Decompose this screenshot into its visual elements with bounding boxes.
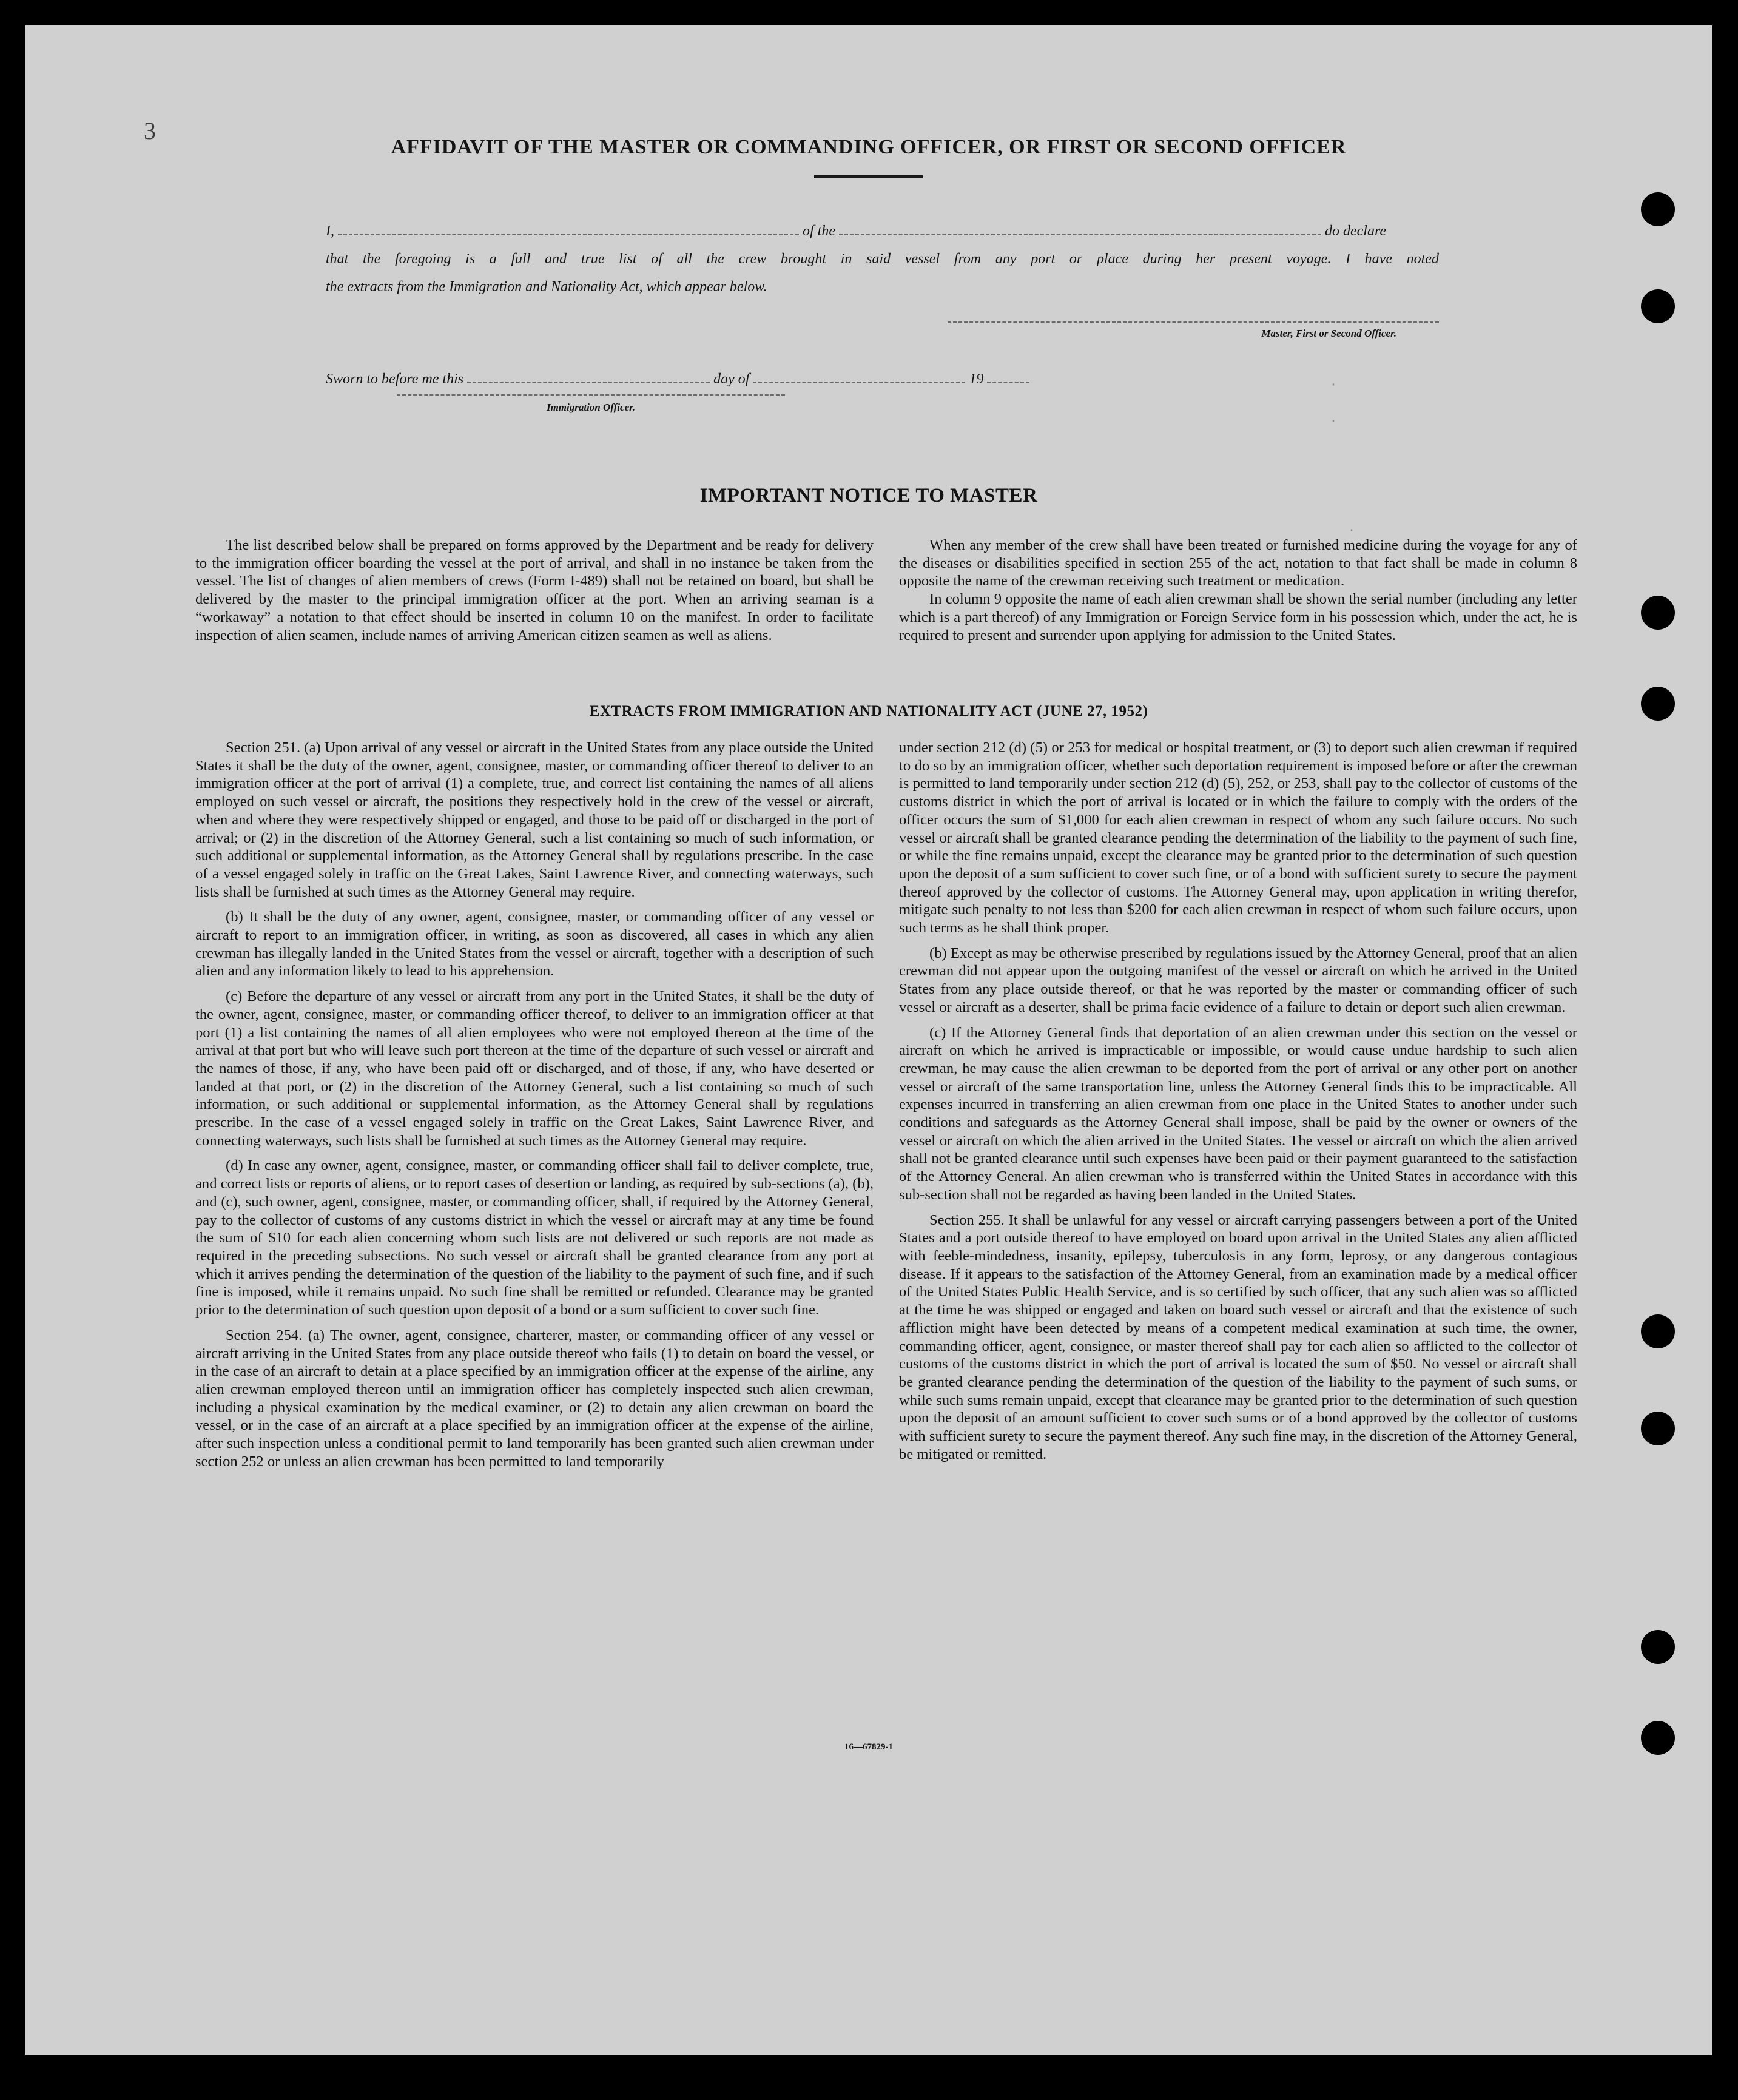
bleed-through-mark: · bbox=[1330, 414, 1338, 428]
section-254-a: Section 254. (a) The owner, agent, consignee, charterer, master, or commanding officer of any vessel or aircraft arriving in the United States from any place outside thereof who fails (1) to detain on board the vessel, or in the case of an aircraft to detain at a place specified by an immigration officer at the expense of the airline, any alien crewman employed thereon until an immigration officer has completely inspected such alien crewman, including a physical examination by the medical examiner, or (2) to detain any alien crewman on board the vessel, or in the case of an aircraft at a place specified by an immigration officer at the expense of the airline, after such inspection unless a conditional permit to land temporarily has been granted such alien crewman under section 252 or unless an alien crewman has been permitted to land temporarily bbox=[195, 1327, 874, 1470]
bleed-through-mark: · bbox=[1348, 523, 1356, 537]
declaration-line-2: that the foregoing is a full and true list of all the crew brought in said vessel from any port or place during her present voyage. I have noted bbox=[326, 251, 1439, 267]
name-blank[interactable] bbox=[338, 224, 799, 235]
extracts-left-column bbox=[195, 739, 874, 1478]
sworn-year-blank[interactable] bbox=[987, 372, 1029, 383]
punch-hole bbox=[1641, 1412, 1675, 1445]
section-251-c: (c) Before the departure of any vessel or aircraft from any port in the United States, it shall be the duty of the owner, agent, consignee, master, or commanding officer thereof, to deliver to an immigration officer at that port (1) a list containing the names of all alien employees who were not employed thereon at the time of the arrival at that port but who will leave such port thereon at the time of the departure of such vessel or aircraft and the names of those, if any, who have been paid off or discharged, and of those, if any, who have deserted or landed at that port, or (2) in the discretion of the Attorney General, such a list containing so much of such information, or such additional or supplemental information, as the Attorney General shall by regulations prescribe. In the case of a vessel engaged solely in traffic on the Great Lakes, Saint Lawrence River, and connecting waterways, such lists shall be furnished at such times as the Attorney General may require. bbox=[195, 988, 874, 1149]
section-255: Section 255. It shall be unlawful for any vessel or aircraft carrying passengers between a port of the United States and a port outside thereof to have employed on board upon arrival in the United States any alien afflicted with feeble-mindedness, insanity, epilepsy, tuberculosis in any form, leprosy, or any dangerous contagious disease. If it appears to the satisfaction of the Attorney General, from an examination made by a medical officer of the United States Public Health Service, and is so certified by such officer, that any such alien was so afflicted at the time he was shipped or engaged and taken on board such vessel or aircraft and that the existence of such affliction might have been detected by means of a competent medical examination at such time, the owner, commanding officer, agent, consignee, or master thereof shall pay for each alien so afflicted to the collector of customs of the customs district in which the port of arrival is located the sum of $50. No vessel or aircraft shall be granted clearance pending the determination of the question of the liability to the payment of such sums, or while such sums remain unpaid, except that clearance may be granted prior to the determination of such question upon the deposit of an amount sufficient to cover such sums or of a bond approved by the collector of customs with sufficient surety to secure the payment thereof. Any such fine may, in the discretion of the Attorney General, be mitigated or remitted. bbox=[899, 1211, 1577, 1462]
notice-paragraph: In column 9 opposite the name of each alien crewman shall be shown the serial number (including any letter which is a part thereof) of any Immigration or Foreign Service form in his possession which, under the act, he is required to present and surrender upon applying for admission to the United States. bbox=[899, 591, 1577, 644]
affidavit-title: AFFIDAVIT OF THE MASTER OR COMMANDING OFFICER, OR FIRST OR SECOND OFFICER bbox=[391, 136, 1347, 158]
sworn-month-blank[interactable] bbox=[753, 372, 965, 383]
notice-right-column bbox=[899, 536, 1577, 651]
extracts-heading: EXTRACTS FROM IMMIGRATION AND NATIONALITY ACT (JUNE 27, 1952) bbox=[589, 703, 1148, 719]
punch-hole bbox=[1641, 596, 1675, 630]
bleed-through-mark: · bbox=[1330, 377, 1338, 392]
extracts-right-column bbox=[899, 739, 1577, 1470]
punch-hole bbox=[1641, 289, 1675, 323]
declaration-line-3: the extracts from the Immigration and Nationality Act, which appear below. bbox=[326, 279, 767, 295]
declaration-line-1 bbox=[326, 217, 1439, 245]
notice-paragraph: The list described below shall be prepared on forms approved by the Department and be ready for delivery to the immigration officer boarding the vessel at the port of arrival, and shall in no instance be taken from the vessel. The list of changes of alien members of crews (Form I-489) shall not be retained on board, but shall be delivered by the master to the principal immigration officer at the port. When an arriving seaman is a “workaway” a notation to that effect should be inserted in column 10 on the manifest. In order to facilitate inspection of alien seamen, include names of arriving American citizen seamen as well as aliens. bbox=[195, 537, 874, 644]
notice-heading: IMPORTANT NOTICE TO MASTER bbox=[699, 485, 1038, 506]
section-251-b: (b) It shall be the duty of any owner, agent, consignee, master, or commanding officer of any vessel or aircraft to report to an immigration officer, in writing, as soon as discovered, all cases in which any alien crewman has illegally landed in the United States from the vessel or aircraft, together with a description of such alien and any information likely to lead to his apprehension. bbox=[195, 909, 874, 980]
notice-left-column bbox=[195, 536, 874, 651]
title-rule bbox=[814, 175, 923, 178]
sworn-prefix: Sworn to before me this bbox=[326, 371, 464, 387]
section-254-b: (b) Except as may be otherwise prescribed by regulations issued by the Attorney General, proof that an alien crewman did not appear upon the outgoing manifest of the vessel or aircraft on which he arrived in the United States from any place outside thereof, or that he was reported by the master or commanding officer of such vessel or aircraft as a deserter, shall be prima facie evidence of a failure to detain or deport such alien crewman. bbox=[899, 944, 1577, 1015]
margin-mark: 3 bbox=[144, 117, 156, 144]
punch-hole bbox=[1641, 1630, 1675, 1664]
sworn-day-of: day of bbox=[713, 371, 750, 387]
document-page bbox=[25, 25, 1712, 2055]
master-signature-line[interactable] bbox=[948, 321, 1439, 323]
punch-hole bbox=[1641, 192, 1675, 226]
form-number: 16—67829-1 bbox=[844, 1742, 893, 1752]
declaration-i: I, bbox=[326, 223, 334, 239]
declaration-do-declare: do declare bbox=[1325, 223, 1387, 239]
section-251-a: Section 251. (a) Upon arrival of any vessel or aircraft in the United States from any place outside the United States it shall be the duty of the owner, agent, consignee, master, or commanding officer thereof to deliver to an immigration officer at the port of arrival (1) a complete, true, and correct list containing the names of all aliens employed on such vessel or aircraft, the positions they respectively hold in the crew of the vessel or aircraft, when and where they were respectively shipped or engaged, and those to be paid off or discharged in the port of arrival; or (2) in the discretion of the Attorney General, such a list containing so much of such information, or such additional or supplemental information, as the Attorney General shall by regulations prescribe. In the case of a vessel engaged solely in traffic on the Great Lakes, Saint Lawrence River, and connecting waterways, such lists shall be furnished at such times as the Attorney General may require. bbox=[195, 739, 874, 900]
punch-hole bbox=[1641, 1314, 1675, 1348]
sworn-year: 19 bbox=[969, 371, 984, 387]
section-254-a-continued: under section 212 (d) (5) or 253 for medical or hospital treatment, or (3) to deport such alien crewman if required to do so by an immigration officer, whether such deportation requirement is imposed before or after the crewman is permitted to land temporarily under section 212 (d) (5), 252, or 253, shall pay to the collector of customs of the customs district in which the port of arrival is located or in which the failure to comply with the orders of the officer occurs the sum of $1,000 for each alien crewman in respect of whom any such failure occurs. No such vessel or aircraft shall be granted clearance pending the determination of the liability to the payment of such fine, or while the fine remains unpaid, except the clearance may be granted prior to the determination of such question upon the deposit of a sum sufficient to cover such fine, or of a bond with sufficient surety to secure the payment thereof approved by the collector of customs. The Attorney General may, upon application in writing therefor, mitigate such penalty to not less than $200 for each alien crewman in respect of whom such failure occurs, upon such terms as he shall think proper. bbox=[899, 739, 1577, 937]
sworn-day-blank[interactable] bbox=[467, 372, 710, 383]
officer-caption: Immigration Officer. bbox=[546, 402, 636, 413]
section-254-c: (c) If the Attorney General finds that deportation of an alien crewman under this section on the vessel or aircraft on which he arrived is impracticable or impossible, or would cause undue hardship to such alien crewman, he may cause the alien crewman to be deported from the port of arrival or any other port on another vessel or aircraft of the same transportation line, unless the Attorney General finds this to be impracticable. All expenses incurred in transferring an alien crewman from one place in the United States to another under such conditions and safeguards as the Attorney General shall impose, shall be paid by the owner or owners of the vessel or aircraft on which the alien arrived in the United States. The vessel or aircraft on which the alien arrived shall not be granted clearance until such expenses have been paid or their payment guaranteed to the satisfaction of the Attorney General. An alien crewman who is transferred within the United States in accordance with this sub-section shall not be regarded as having been landed in the United States. bbox=[899, 1024, 1577, 1203]
officer-signature-line[interactable] bbox=[397, 394, 785, 396]
declaration-of-the: of the bbox=[803, 223, 835, 239]
notice-paragraph: When any member of the crew shall have been treated or furnished medicine during the voyage for any of the diseases or disabilities specified in section 255 of the act, notation to that fact shall be made in column 8 opposite the name of the crewman receiving such treatment or medication. bbox=[899, 537, 1577, 590]
vessel-blank[interactable] bbox=[839, 224, 1321, 235]
section-251-d: (d) In case any owner, agent, consignee, master, or commanding officer shall fail to deliver complete, true, and correct lists or reports of aliens, or to report cases of desertion or landing, as required by sub-sections (a), (b), and (c), such owner, agent, consignee, master, or commanding officer, shall, if required by the Attorney General, pay to the collector of customs of any customs district in which the vessel or aircraft may at any time be found the sum of $10 for each alien concerning whom such lists are not delivered or such reports are not made as required in the preceding subsections. No such vessel or aircraft shall be granted clearance from any port at which it arrives pending the determination of the question of the liability to the payment of such fine, and if such fine is imposed, while it remains unpaid. No such fine shall be remitted or refunded. Clearance may be granted prior to the determination of such question upon deposit of a bond or a sum sufficient to cover such fine. bbox=[195, 1157, 874, 1319]
master-caption: Master, First or Second Officer. bbox=[1261, 328, 1396, 339]
sworn-line bbox=[326, 365, 1439, 393]
